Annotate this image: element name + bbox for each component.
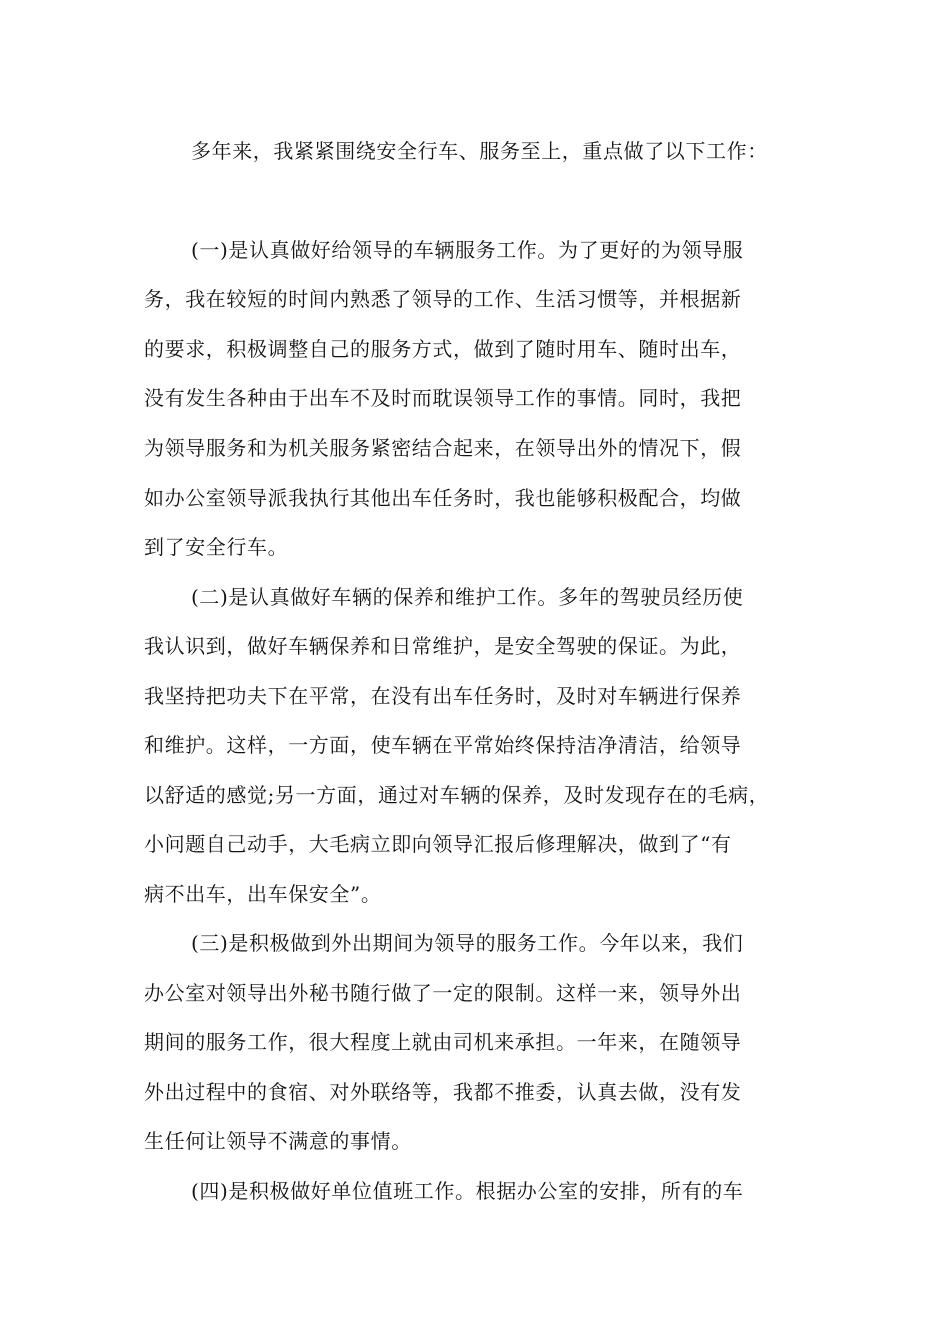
- paragraph-2-line-6: 小问题自己动手，大毛病立即向领导汇报后修理解决，做到了“有: [144, 832, 732, 856]
- paragraph-2-line-4: 和维护。这样，一方面，使车辆在平常始终保持洁净清洁，给领导: [144, 733, 742, 757]
- paragraph-3-line-4: 外出过程中的食宿、对外联络等，我都不推委，认真去做，没有发: [144, 1080, 742, 1104]
- paragraph-1-line-1: (一)是认真做好给领导的车辆服务工作。为了更好的为领导服: [191, 238, 744, 262]
- paragraph-3-line-3: 期间的服务工作，很大程度上就由司机来承担。一年来，在随领导: [144, 1030, 742, 1054]
- paragraph-3-line-5: 生任何让领导不满意的事情。: [144, 1129, 412, 1153]
- paragraph-3-line-2: 办公室对领导出外秘书随行做了一定的限制。这样一来，领导外出: [144, 981, 742, 1005]
- paragraph-1-line-7: 到了安全行车。: [144, 535, 289, 559]
- paragraph-1-line-3: 的要求，积极调整自己的服务方式，做到了随时用车、随时出车，: [144, 337, 742, 361]
- paragraph-1-line-2: 务，我在较短的时间内熟悉了领导的工作、生活习惯等，并根据新: [144, 287, 742, 311]
- paragraph-2-line-1: (二)是认真做好车辆的保养和维护工作。多年的驾驶员经历使: [191, 585, 744, 609]
- intro-line: 多年来，我紧紧围绕安全行车、服务至上，重点做了以下工作：: [191, 139, 768, 163]
- paragraph-2-line-3: 我坚持把功夫下在平常，在没有出车任务时，及时对车辆进行保养: [144, 684, 742, 708]
- paragraph-3-line-1: (三)是积极做到外出期间为领导的服务工作。今年以来，我们: [191, 931, 744, 955]
- paragraph-1-line-5: 为领导服务和为机关服务紧密结合起来，在领导出外的情况下，假: [144, 436, 742, 460]
- paragraph-1-line-4: 没有发生各种由于出车不及时而耽误领导工作的事情。同时，我把: [144, 386, 742, 410]
- paragraph-2-line-2: 我认识到，做好车辆保养和日常维护，是安全驾驶的保证。为此，: [144, 634, 742, 658]
- paragraph-2-line-7: 病不出车，出车保安全”。: [144, 882, 382, 906]
- paragraph-4-line-1: (四)是积极做好单位值班工作。根据办公室的安排，所有的车: [191, 1179, 744, 1203]
- paragraph-2-line-5: 以舒适的感觉;另一方面，通过对车辆的保养，及时发现存在的毛病，: [144, 783, 770, 807]
- paragraph-1-line-6: 如办公室领导派我执行其他出车任务时，我也能够积极配合，均做: [144, 486, 742, 510]
